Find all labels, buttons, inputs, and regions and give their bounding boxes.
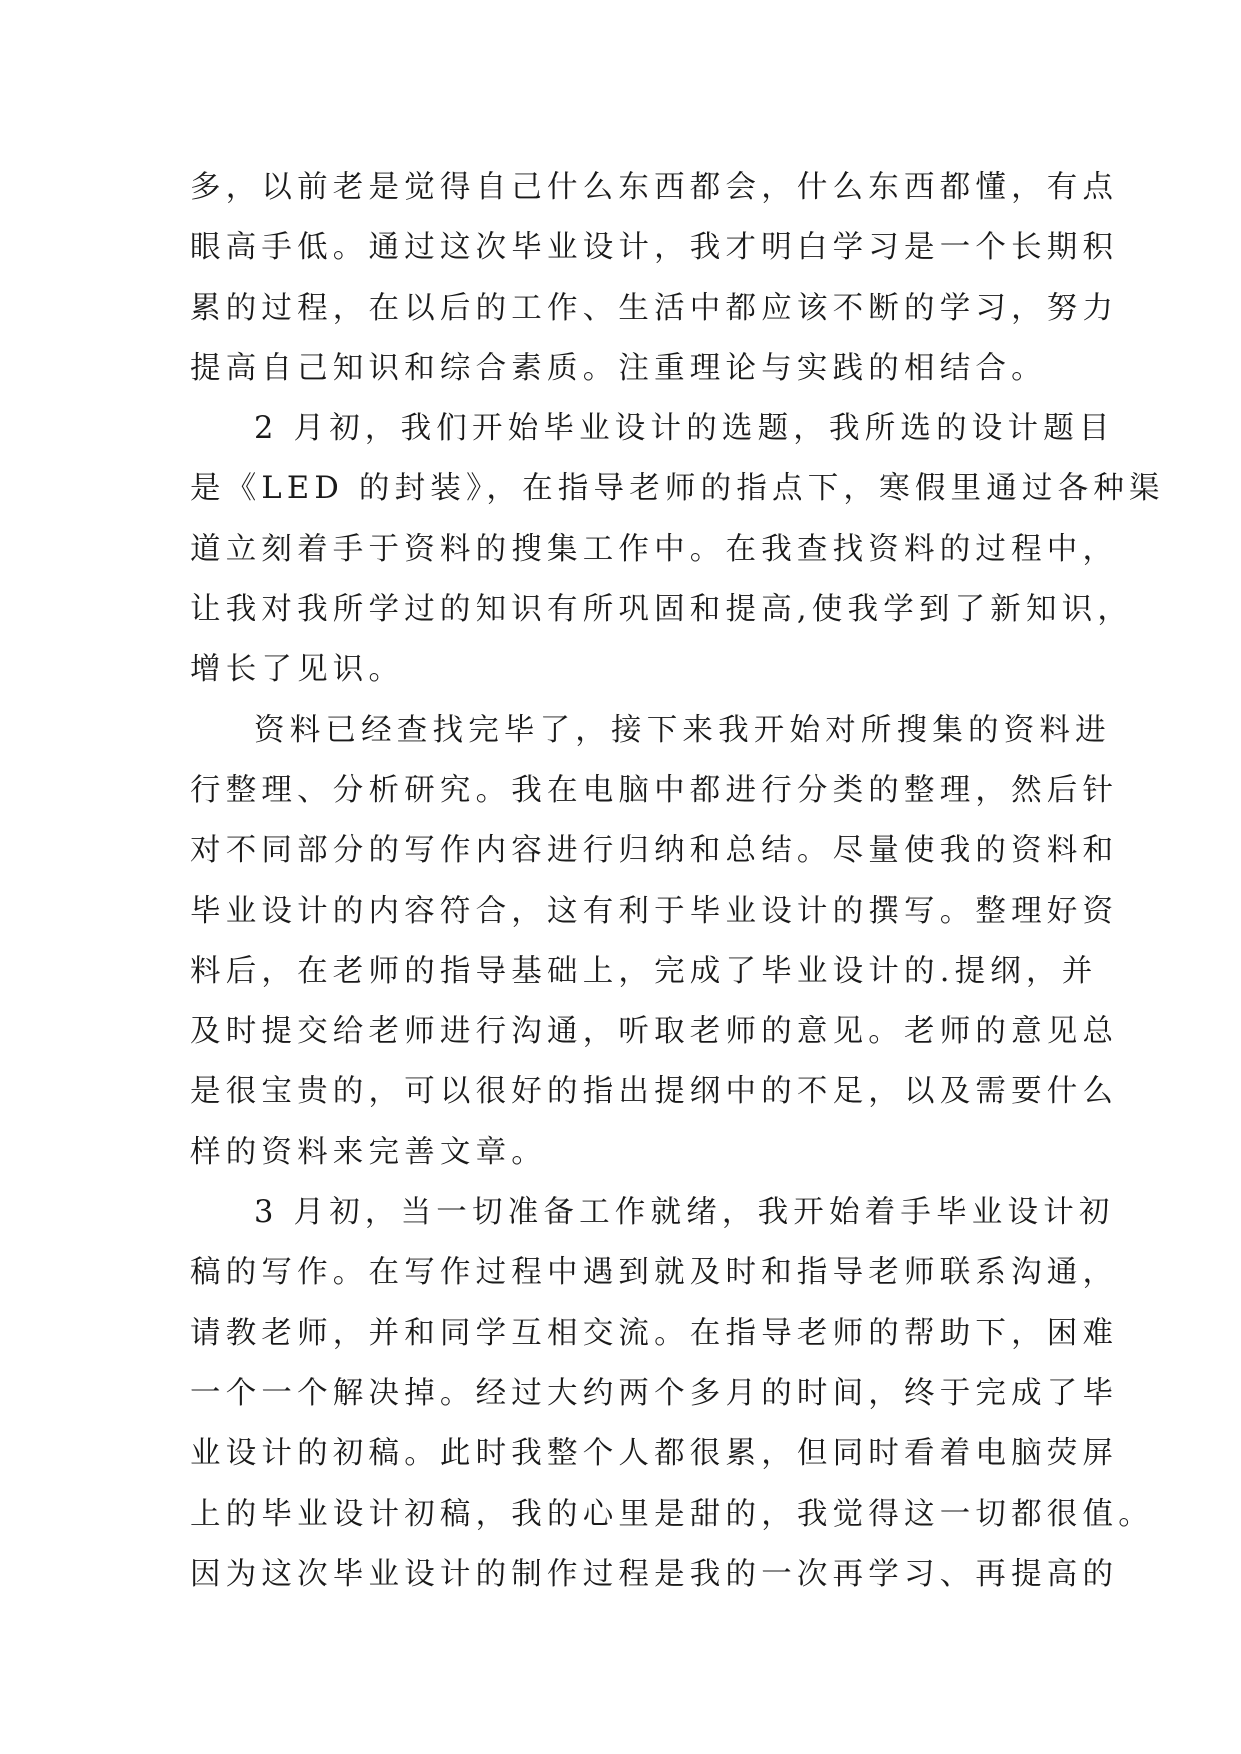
text-line: 毕业设计的内容符合，这有利于毕业设计的撰写。整理好资: [190, 893, 1119, 929]
text-line: 增长了见识。: [190, 652, 405, 688]
paragraph-first-line: 2 月初，我们开始毕业设计的选题，我所选的设计题目: [254, 411, 1115, 447]
text-line: 眼高手低。通过这次毕业设计，我才明白学习是一个长期积: [190, 230, 1119, 266]
text-line: 行整理、分析研究。我在电脑中都进行分类的整理，然后针: [190, 772, 1119, 808]
paragraph-first-line: 资料已经查找完毕了，接下来我开始对所搜集的资料进: [254, 712, 1111, 748]
text-line: 业设计的初稿。此时我整个人都很累，但同时看着电脑荧屏: [190, 1436, 1119, 1472]
paragraph-first-line: 3 月初，当一切准备工作就绪，我开始着手毕业设计初: [254, 1195, 1115, 1231]
text-line: 对不同部分的写作内容进行归纳和总结。尽量使我的资料和: [190, 833, 1119, 869]
text-line: 是《LED 的封装》，在指导老师的指点下，寒假里通过各种渠: [190, 471, 1165, 507]
text-line: 因为这次毕业设计的制作过程是我的一次再学习、再提高的: [190, 1556, 1119, 1592]
text-line: 是很宝贵的，可以很好的指出提纲中的不足，以及需要什么: [190, 1074, 1119, 1110]
text-line: 一个一个解决掉。经过大约两个多月的时间，终于完成了毕: [190, 1375, 1119, 1411]
text-line: 及时提交给老师进行沟通，听取老师的意见。老师的意见总: [190, 1014, 1119, 1050]
text-line: 道立刻着手于资料的搜集工作中。在我查找资料的过程中，: [190, 531, 1119, 567]
body-text: [190, 158, 1165, 1605]
text-line: 累的过程，在以后的工作、生活中都应该不断的学习，努力: [190, 290, 1119, 326]
text-line: 请教老师，并和同学互相交流。在指导老师的帮助下，困难: [190, 1315, 1119, 1351]
text-line: 样的资料来完善文章。: [190, 1134, 547, 1170]
text-line: 料后，在老师的指导基础上，完成了毕业设计的.提纲，并: [190, 953, 1098, 989]
text-line: 提高自己知识和综合素质。注重理论与实践的相结合。: [190, 350, 1047, 386]
text-line: 稿的写作。在写作过程中遇到就及时和指导老师联系沟通，: [190, 1255, 1119, 1291]
text-line: 多，以前老是觉得自己什么东西都会，什么东西都懂，有点: [190, 170, 1119, 205]
text-line: 让我对我所学过的知识有所巩固和提高,使我学到了新知识，: [190, 592, 1134, 628]
text-line: 上的毕业设计初稿，我的心里是甜的，我觉得这一切都很值。: [190, 1496, 1154, 1532]
